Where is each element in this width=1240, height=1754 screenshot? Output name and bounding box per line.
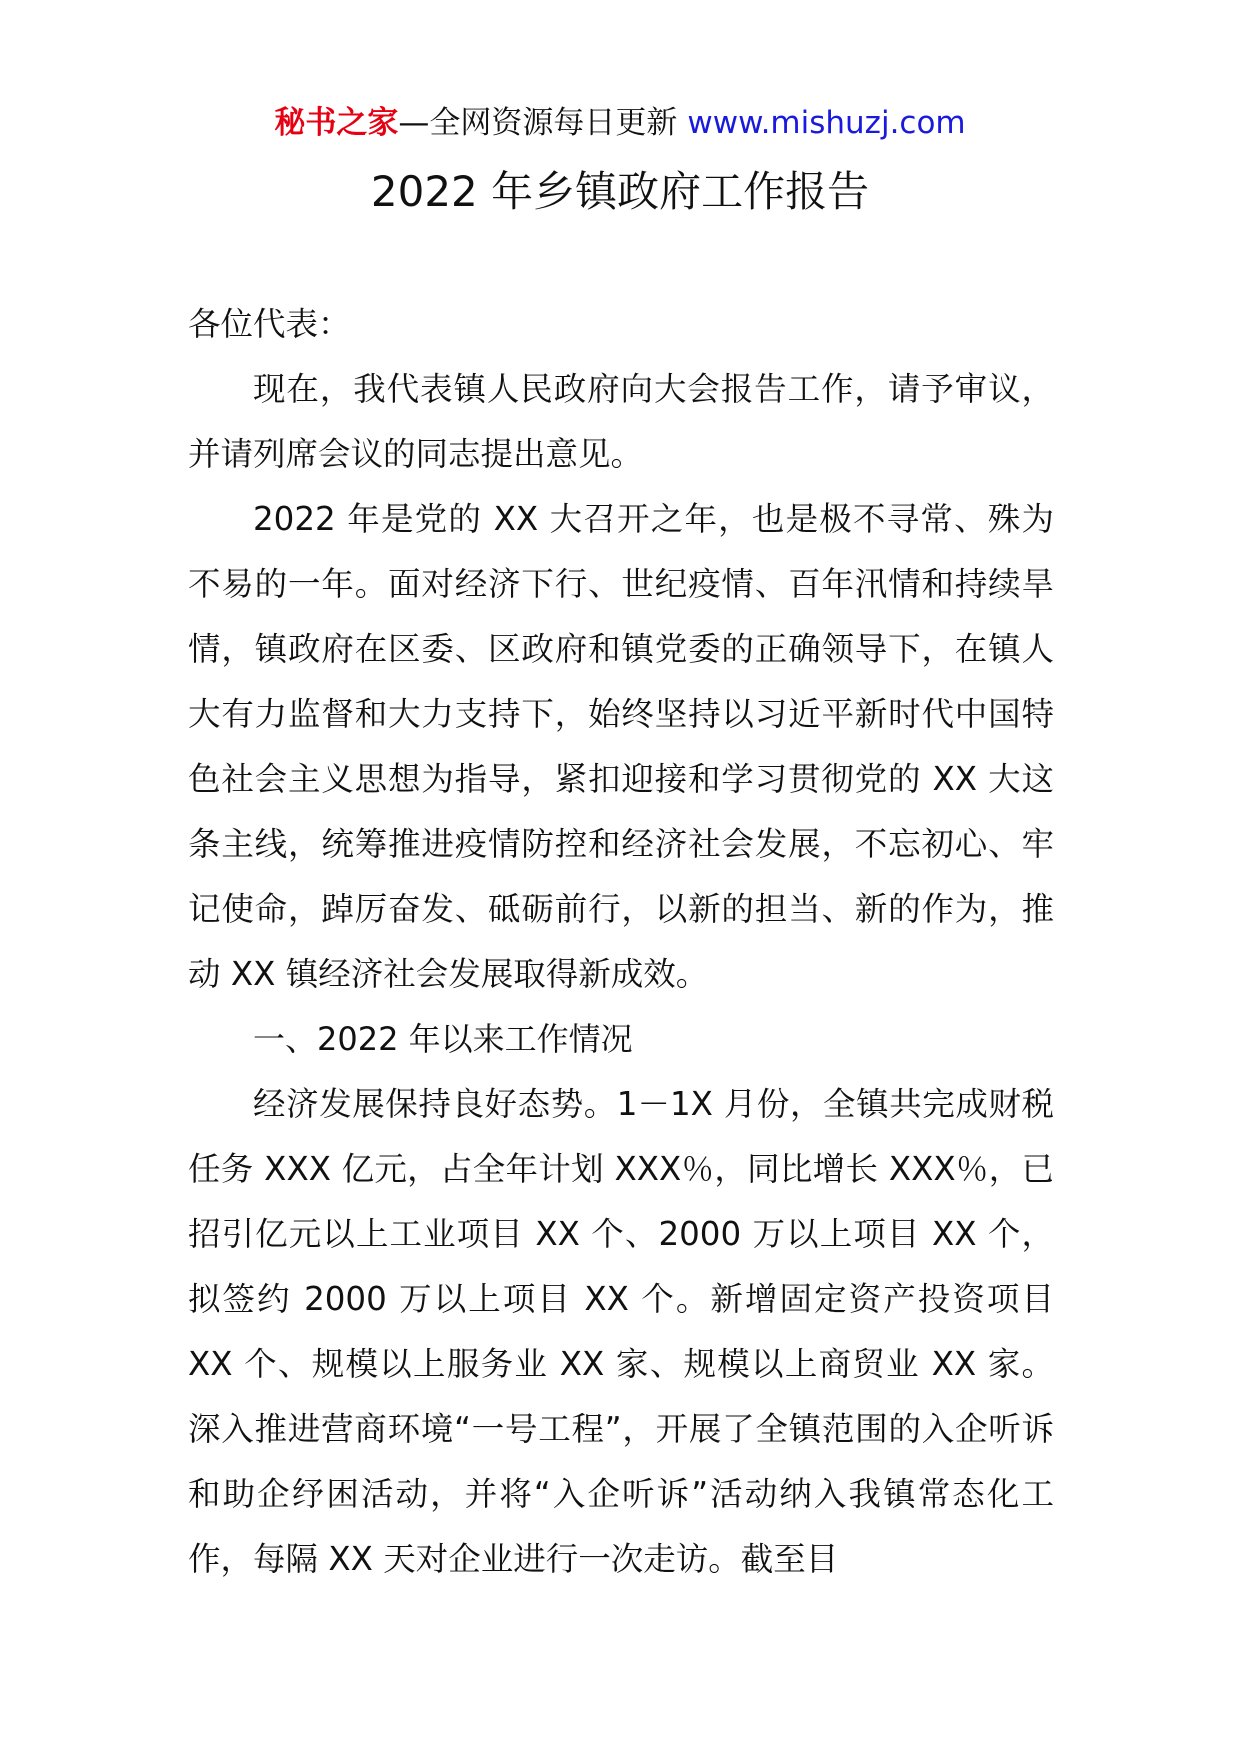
site-url-link[interactable]: www.mishuzj.com bbox=[687, 105, 966, 141]
section-heading: 一、2022 年以来工作情况 bbox=[253, 1020, 633, 1058]
document-title: 2022 年乡镇政府工作报告 bbox=[370, 167, 870, 216]
watermark-header bbox=[0, 100, 1240, 146]
header-tagline: —全网资源每日更新 bbox=[398, 105, 678, 141]
salutation: 各位代表： bbox=[188, 305, 351, 343]
section-paragraph-1: 经济发展保持良好态势。1－1X 月份，全镇共完成财税任务 XXX 亿元，占全年计划 XXX％，同比增长 XXX％，已招引亿元以上工业项目 XX 个、2000 万以上项目 XX 个，拟签约 2000 万以上项目 XX 个。新增固定资产投资项目 XX 个、规模以上服务业 XX 家、规模以上商贸业 XX 家。深入推进营商环境“一号工程”，开展了全镇范围的入企听诉和助企纾困活动，并将“入企听诉”活动纳入我镇常态化工作，每隔 XX 天对企业进行一次走访。截至目 bbox=[188, 1085, 1054, 1578]
paragraph-1: 现在，我代表镇人民政府向大会报告工作，请予审议，并请列席会议的同志提出意见。 bbox=[188, 370, 1054, 473]
brand-name: 秘书之家 bbox=[274, 105, 399, 141]
document-body bbox=[188, 292, 1054, 1592]
paragraph-2: 2022 年是党的 XX 大召开之年，也是极不寻常、殊为不易的一年。面对经济下行、世纪疫情、百年汛情和持续旱情，镇政府在区委、区政府和镇党委的正确领导下，在镇人大有力监督和大力支持下，始终坚持以习近平新时代中国特色社会主义思想为指导，紧扣迎接和学习贯彻党的 XX 大这条主线，统筹推进疫情防控和经济社会发展，不忘初心、牢记使命，踔厉奋发、砥砺前行，以新的担当、新的作为，推动 XX 镇经济社会发展取得新成效。 bbox=[188, 500, 1054, 993]
